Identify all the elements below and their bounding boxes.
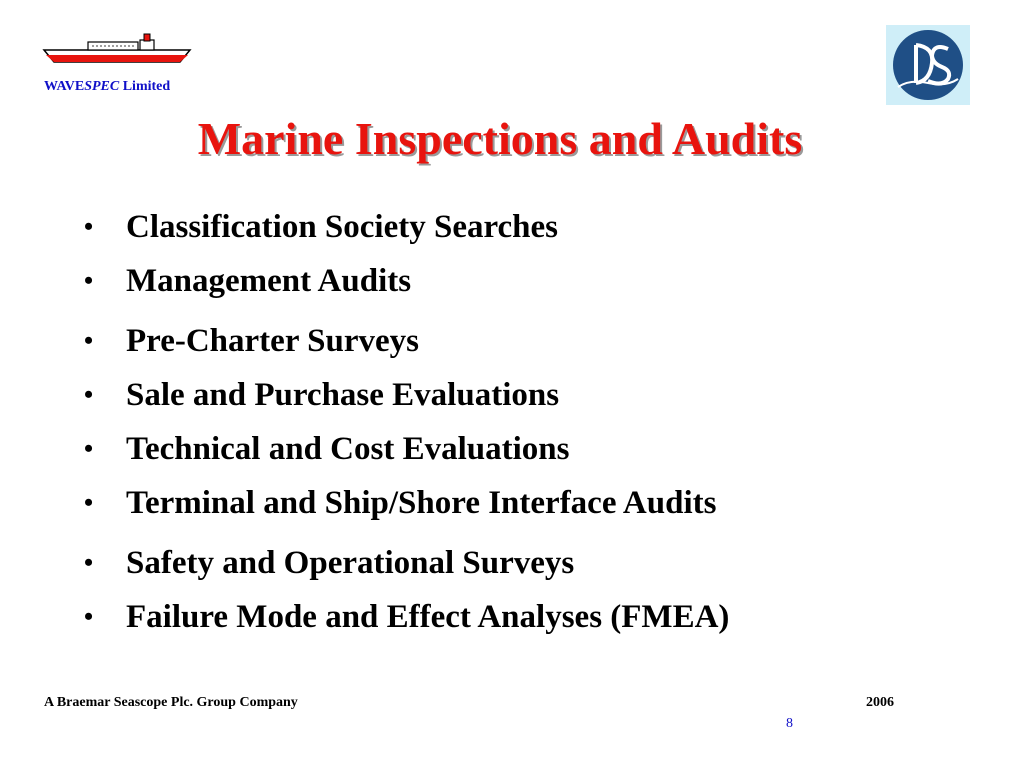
bullet-item bbox=[84, 476, 729, 530]
bullet-dot-icon: • bbox=[84, 548, 94, 577]
bullet-item bbox=[84, 200, 729, 254]
bullet-dot-icon: • bbox=[84, 434, 94, 463]
bullet-text: Management Audits bbox=[126, 262, 412, 299]
bullet-text: Classification Society Searches bbox=[126, 208, 559, 245]
bullet-item bbox=[84, 422, 729, 476]
bullet-item bbox=[84, 314, 729, 368]
ship-icon bbox=[40, 28, 200, 68]
company-suffix: Limited bbox=[119, 79, 171, 94]
slide-title: Marine Inspections and Audits bbox=[197, 113, 803, 164]
bullet-text: Failure Mode and Effect Analyses (FMEA) bbox=[126, 598, 730, 635]
bullet-dot-icon: • bbox=[84, 488, 94, 517]
bullet-item bbox=[84, 590, 729, 644]
bullet-text: Sale and Purchase Evaluations bbox=[126, 376, 560, 413]
bullet-dot-icon: • bbox=[84, 212, 94, 241]
bullet-text: Terminal and Ship/Shore Interface Audits bbox=[126, 484, 717, 521]
footer-year: 2006 bbox=[866, 695, 894, 710]
bullet-item bbox=[84, 536, 729, 590]
bullet-text: Technical and Cost Evaluations bbox=[126, 430, 570, 467]
bullet-text: Pre-Charter Surveys bbox=[126, 322, 419, 359]
bullet-dot-icon: • bbox=[84, 380, 94, 409]
company-italic: SPEC bbox=[84, 79, 120, 94]
bullet-dot-icon: • bbox=[84, 326, 94, 355]
company-name bbox=[44, 79, 170, 95]
bullet-dot-icon: • bbox=[84, 266, 94, 295]
bullet-dot-icon: • bbox=[84, 602, 94, 631]
bullet-list bbox=[84, 200, 729, 644]
page-number: 8 bbox=[786, 716, 793, 731]
bullet-item bbox=[84, 368, 729, 422]
bs-logo-icon bbox=[886, 25, 970, 105]
footer-group-company: A Braemar Seascope Plc. Group Company bbox=[44, 695, 298, 710]
company-prefix: WAVE bbox=[44, 79, 85, 94]
bullet-item bbox=[84, 254, 729, 308]
bullet-text: Safety and Operational Surveys bbox=[126, 544, 575, 581]
